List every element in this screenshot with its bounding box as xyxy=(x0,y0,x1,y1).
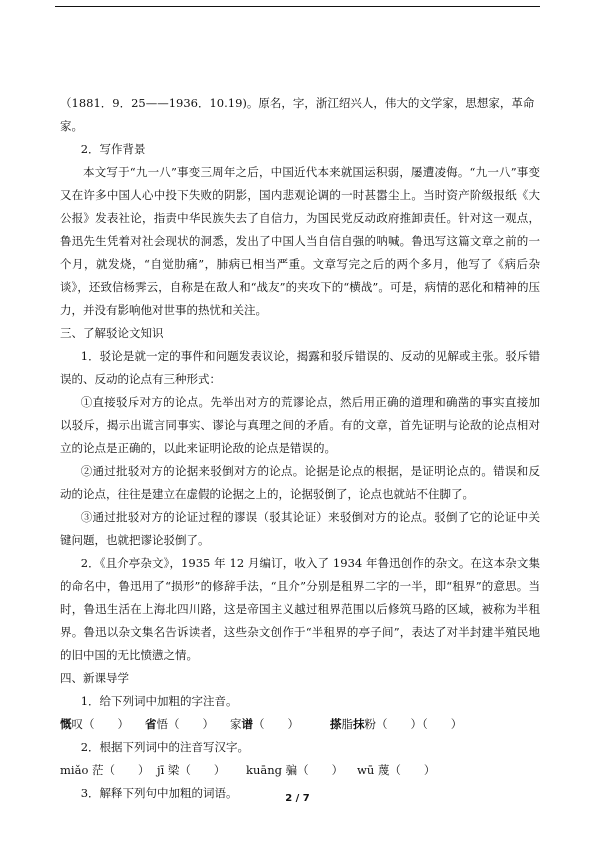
refutation-method-2: ②通过批驳对方的论据来驳倒对方的论点。论据是论点的根据，是证明论点的。错误和反动的论点，往往是建立在虚假的论据之上的，论据驳倒了，论点也就站不住脚了。 xyxy=(60,464,540,501)
section-3-heading: 三、了解驳论文知识 xyxy=(60,326,164,340)
word-item: 省悟（ ） xyxy=(145,717,214,731)
pronunciation-row xyxy=(60,713,540,736)
pinyin-item: jī 梁（ ） xyxy=(157,763,226,777)
refutation-definition: 1．驳论是就一定的事件和问题发表议论，揭露和驳斥错误的、反动的见解或主张。驳斥错误的、反动的论点有三种形式： xyxy=(60,349,540,386)
refutation-method-3: ③通过批驳对方的论证过程的谬误（驳其论证）来驳倒对方的论点。驳倒了它的论证中关键问题，也就把谬论驳倒了。 xyxy=(60,510,540,547)
word-item: 搽脂抹粉（ ）（ ） xyxy=(330,717,463,731)
word-item: 慨叹（ ） xyxy=(60,717,129,731)
question-2: 2．根据下列词中的注音写汉字。 xyxy=(80,740,250,754)
word-item: 家谱（ ） xyxy=(230,717,299,731)
page-number: 2 / 7 xyxy=(285,793,310,804)
pinyin-item: kuāng 骗（ ） xyxy=(246,763,344,777)
section-4-heading: 四、新课导学 xyxy=(60,671,129,685)
pinyin-row xyxy=(60,759,540,782)
document-page xyxy=(60,92,540,805)
question-1: 1．给下列词中加粗的字注音。 xyxy=(80,694,238,708)
background-paragraph: 本文写于“九一八”事变三周年之后，中国近代本来就国运积弱，屡遭凌侮。“九一八”事变又在许多中国人心中投下失败的阴影，国内悲观论调的一时甚嚣尘上。当时资产阶级报纸《大公报》发表社论，指责中华民族失去了自信力，为国民党反动政府推卸责任。针对这一观点，鲁迅先生凭着对社会现状的洞悉，发出了中国人当自信自强的呐喊。鲁迅写这篇文章之前的一个月，就发烧，“自觉肋痛”，肺病已相当严重。文章写完之后的两个多月，他写了《病后杂谈》，还致信杨霁云，自称是在敌人和“战友”的夹攻下的“横战”。可是，病情的恶化和精神的压力，并没有影响他对世事的热忧和关注。 xyxy=(60,165,540,317)
section-2-title: 2．写作背景 xyxy=(80,142,146,156)
refutation-method-1: ①直接驳斥对方的论点。先举出对方的荒谬论点，然后用正确的道理和确凿的事实直接加以驳斥，揭示出谎言同事实、谬论与真理之间的矛盾。有的文章，首先证明与论敌的论点相对立的论点是正确的，以此来证明论敌的论点是错误的。 xyxy=(60,395,540,455)
book-title-explanation: 2．《且介亭杂文》，1935 年 12 月编订，收入了 1934 年鲁迅创作的杂文。在这本杂文集的命名中，鲁迅用了“损形”的修辞手法，“且介”分别是租界二字的一半，即“租界”的意思。当时，鲁迅生活在上海北四川路，这是帝国主义越过租界范围以后修筑马路的区域，被称为半租界。鲁迅以杂文集名告诉读者，这些杂文创作于“半租界的亭子间”，表达了对半封建半殖民地的旧中国的无比愤懑之情。 xyxy=(60,556,540,662)
intro-line-2: 家。 xyxy=(60,119,83,133)
header-rule xyxy=(55,6,540,7)
question-3: 3．解释下列句中加粗的词语。 xyxy=(80,786,238,800)
intro-line-1: （1881．9．25——1936．10.19)。原名，字，浙江绍兴人，伟大的文学家，思想家，革命 xyxy=(60,96,535,110)
pinyin-item: miǎo 茫（ ） xyxy=(60,763,150,777)
pinyin-item: wū 蔑（ ） xyxy=(357,763,436,777)
